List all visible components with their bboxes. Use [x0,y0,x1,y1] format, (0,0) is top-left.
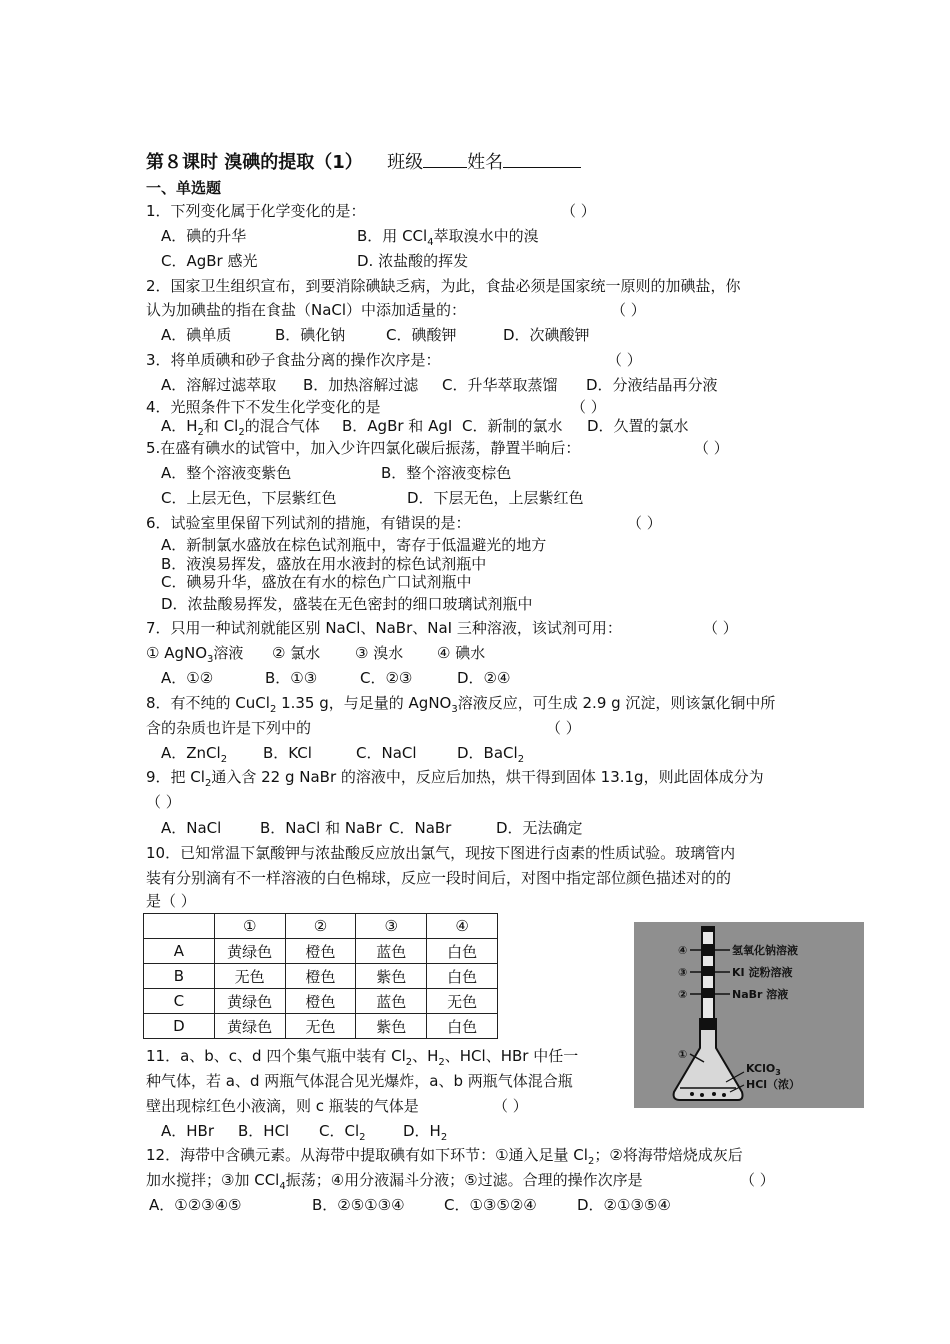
q2-stem-line1: 2．国家卫生组织宣布，到要消除碘缺乏病，为此，食盐必须是国家统一原则的加碘盐，你 [146,277,741,295]
solid-particle [690,1092,694,1096]
cotton-ball-3 [703,966,713,976]
q1-option-c: C．AgBr 感光 [161,252,258,270]
table-header-cell [144,914,215,939]
q4-option-b: B．AgBr 和 AgI [342,417,453,435]
q5-option-d: D．下层无色，上层紫红色 [407,489,584,507]
table-cell: 橙色 [285,964,356,989]
q4-stem: 4．光照条件下不发生化学变化的是 [146,398,381,416]
solid-particle [712,1092,716,1096]
q11-option-a: A．HBr [161,1122,214,1140]
q11-option-b: B．HCl [238,1122,290,1140]
q3-option-a: A．溶解过滤萃取 [161,376,277,394]
solid-particle [722,1093,726,1097]
marker-1: ① [678,1048,688,1061]
table-cell: 蓝色 [356,989,427,1014]
q12-answer-paren[interactable]: （ ） [740,1171,775,1189]
q2-option-d: D．次碘酸钾 [503,326,590,344]
q4-option-d: D．久置的氯水 [587,417,689,435]
q11-stem-line3: 壁出现棕红色小液滴，则 c 瓶装的气体是 [146,1097,419,1115]
q11-answer-paren[interactable]: （ ） [493,1097,528,1115]
q12-stem-line2: 加水搅拌；③加 CCl$_4$振荡；④用分液漏斗分液；⑤过滤。合理的操作次序是 [146,1171,643,1192]
q9-option-b: B．NaCl 和 NaBr [260,819,382,837]
table-cell: 紫色 [356,1014,427,1039]
q8-option-c: C．NaCl [356,744,417,762]
title-text: 第８课时 溴碘的提取（1） [146,152,363,173]
q7-stem: 7．只用一种试剂就能区别 NaCl、NaBr、NaI 三种溶液，该试剂可用： [146,619,622,637]
apparatus-diagram [634,922,864,1108]
q4-option-c: C．新制的氯水 [462,417,563,435]
q4-answer-paren[interactable]: （ ） [571,398,606,416]
q11-option-d: D．$H_2$ [403,1122,448,1143]
q6-option-a: A．新制氯水盛放在棕色试剂瓶中，寄存于低温避光的地方 [161,536,547,554]
table-header-cell: ③ [356,914,427,939]
q1-answer-paren[interactable]: （ ） [561,202,596,220]
table-header-row [144,914,498,939]
table-row [144,1014,498,1039]
q3-stem: 3．将单质碘和砂子食盐分离的操作次序是： [146,351,441,369]
q2-option-c: C．碘酸钾 [386,326,457,344]
q8-option-d: D．BaCl$_2$ [457,744,525,765]
q11-stem-line2: 种气体，若 a、d 两瓶气体混合见光爆炸，a、b 两瓶气体混合瓶 [146,1072,573,1090]
q2-option-b: B．碘化钠 [275,326,346,344]
conical-flask [674,1030,743,1100]
solid-particle [700,1093,704,1097]
q7-option-d: D．②④ [457,669,511,687]
tube-cap [701,926,715,932]
q7-answer-paren[interactable]: （ ） [703,619,738,637]
q2-stem-line2: 认为加碘盐的指在食盐（NaCl）中添加适量的： [146,301,467,319]
q6-option-d: D．浓盐酸易挥发，盛装在无色密封的细口玻璃试剂瓶中 [161,595,533,613]
q7-option-a: A．①② [161,669,214,687]
q6-option-c: C．碘易升华，盛放在有水的棕色广口试剂瓶中 [161,573,472,591]
q7-option-c: C．②③ [360,669,413,687]
q5-option-b: B．整个溶液变棕色 [381,464,512,482]
table-cell: 黄绿色 [214,989,285,1014]
marker-3: ③ [678,966,688,979]
label-nabr: NaBr 溶液 [732,988,789,1001]
q10-answer-table [143,913,498,1039]
table-header-cell: ④ [427,914,498,939]
q9-answer-paren[interactable]: （ ） [146,793,181,811]
q7-reagent-3: ③ 溴水 [355,644,404,662]
q5-stem: 5.在盛有碘水的试管中，加入少许四氯化碳后振荡，静置半晌后： [146,439,581,457]
q11-option-c: C．$Cl_2$ [319,1122,366,1143]
q10-stem-line1: 10．已知常温下氯酸钾与浓盐酸反应放出氯气，现按下图进行卤素的性质试验。玻璃管内 [146,844,736,862]
table-cell: 黄绿色 [214,939,285,964]
q11-stem-line1: 11．a、b、c、d 四个集气瓶中装有 $Cl_2$、$H_2$、HCl、HBr 中任一 [146,1047,579,1068]
table-cell: 蓝色 [356,939,427,964]
q3-answer-paren[interactable]: （ ） [607,351,642,369]
table-cell: 黄绿色 [214,1014,285,1039]
q2-option-a: A．碘单质 [161,326,232,344]
q1-option-b: B．用 CCl$_4$萃取溴水中的溴 [357,227,539,248]
table-header-cell: ② [285,914,356,939]
q1-option-a: A．碘的升华 [161,227,247,245]
q5-option-c: C．上层无色，下层紫红色 [161,489,337,507]
q8-answer-paren[interactable]: （ ） [546,719,581,737]
q7-reagent-2: ② 氯水 [272,644,321,662]
table-cell: 白色 [427,964,498,989]
section-heading: 一、单选题 [146,179,222,197]
label-naoh: 氢氧化钠溶液 [732,944,798,957]
q8-option-a: A．ZnCl$_2$ [161,744,228,765]
cotton-ball-4 [703,944,713,956]
label-kclo3: KClO$_3$ [746,1062,781,1077]
q10-stem-line2: 装有分别滴有不一样溶液的白色棉球，反应一段时间后，对图中指定部位颜色描述对的的 [146,869,732,887]
q3-option-c: C．升华萃取蒸馏 [442,376,558,394]
table-cell: 橙色 [285,989,356,1014]
q7-reagent-4: ④ 碘水 [437,644,486,662]
marker-4: ④ [678,944,688,957]
q6-answer-paren[interactable]: （ ） [627,514,662,532]
q5-answer-paren[interactable]: （ ） [694,439,729,457]
q6-option-b: B．液溴易挥发，盛放在用水液封的棕色试剂瓶中 [161,555,487,573]
table-cell: 紫色 [356,964,427,989]
q8-option-b: B．KCl [263,744,312,762]
class-label: 班级 [387,152,424,173]
label-hcl-conc: HCl（浓） [746,1078,801,1091]
q9-option-d: D．无法确定 [496,819,583,837]
q8-stem-line2: 含的杂质也许是下列中的 [146,719,312,737]
table-cell: A [144,939,215,964]
page-title [146,151,581,173]
q8-stem-line1: 8．有不纯的 CuCl$_2$ 1.35 g，与足量的 AgNO$_3$溶液反应，可生成 2.9 g 沉淀，则该氯化铜中所 [146,694,776,715]
table-row [144,939,498,964]
q5-option-a: A．整个溶液变紫色 [161,464,292,482]
name-label: 姓名 [467,152,504,173]
table-row [144,964,498,989]
q12-option-b: B．②⑤①③④ [312,1196,405,1214]
q1-stem: 1．下列变化属于化学变化的是： [146,202,366,220]
table-row [144,989,498,1014]
q9-option-c: C．NaBr [389,819,452,837]
q3-option-b: B．加热溶解过滤 [303,376,419,394]
q3-option-d: D．分液结晶再分液 [586,376,718,394]
q12-option-c: C．①③⑤②④ [444,1196,537,1214]
table-cell: 白色 [427,939,498,964]
marker-2: ② [678,988,688,1001]
q9-option-a: A．NaCl [161,819,222,837]
q7-reagent-1: ① AgNO$_3$溶液 [146,644,244,665]
q12-stem-line1: 12．海带中含碘元素。从海带中提取碘有如下环节：①通入足量 $Cl_2$；②将海带焙烧成灰后 [146,1146,743,1167]
table-cell: B [144,964,215,989]
table-cell: 无色 [214,964,285,989]
cotton-ball-2 [703,988,713,998]
table-header-cell: ① [214,914,285,939]
q7-option-b: B．①③ [265,669,318,687]
name-blank[interactable] [503,151,581,168]
table-cell: C [144,989,215,1014]
q2-answer-paren[interactable]: （ ） [611,301,646,319]
q9-stem: 9．把 $Cl_2$通入含 22 g NaBr 的溶液中，反应后加热，烘干得到固体 13.1g，则此固体成分为 [146,768,764,789]
table-cell: 无色 [285,1014,356,1039]
q12-option-a: A．①②③④⑤ [149,1196,242,1214]
q6-stem: 6．试验室里保留下列试剂的措施，有错误的是： [146,514,471,532]
table-cell: 橙色 [285,939,356,964]
label-ki-starch: KI 淀粉溶液 [732,966,793,979]
q1-option-d: D. 浓盐酸的挥发 [357,252,469,270]
q12-option-d: D．②①③⑤④ [577,1196,671,1214]
table-cell: D [144,1014,215,1039]
table-cell: 白色 [427,1014,498,1039]
flask-stopper [699,1018,717,1030]
q10-stem-line3[interactable]: 是（ ） [146,892,196,910]
table-cell: 无色 [427,989,498,1014]
class-blank[interactable] [423,151,467,168]
q4-option-a: A．$H_2$和 $Cl_2$的混合气体 [161,417,320,438]
apparatus-figure [634,922,864,1108]
